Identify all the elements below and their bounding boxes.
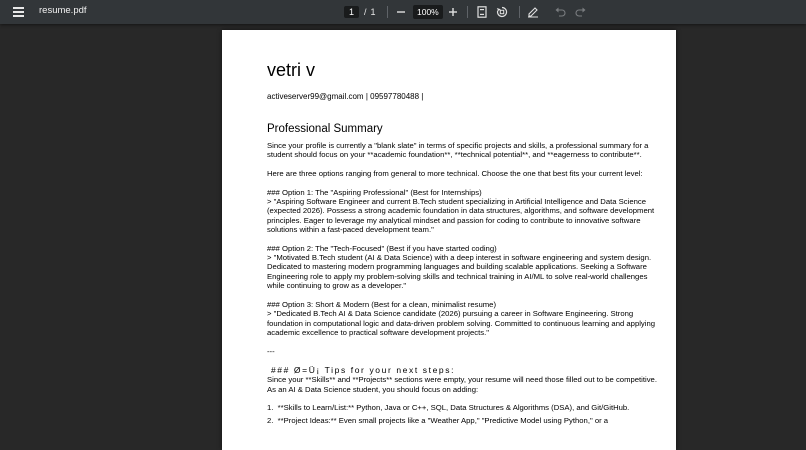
paragraph: ### Option 2: The "Tech-Focused" (Best if you have started coding) > "Motivated B.Tech student (AI & Data Science) with a deep interest in software engineering and system design. Dedicated to mastering modern programming languages and building scalable applications. Seeking a Software Engineering role to apply my problem-solving skills and technical training in AI/ML to solve real-world challenges while continuing to grow as a developer." <box>267 243 652 291</box>
contact-info: activeserver99@gmail.com | 09597780488 | <box>267 92 424 101</box>
fit-page-button[interactable] <box>474 4 490 20</box>
toolbar-divider <box>387 6 388 18</box>
page-number-input[interactable]: 1 <box>344 6 359 18</box>
page-indicator <box>344 5 376 19</box>
zoom-in-button[interactable] <box>445 4 461 20</box>
fit-page-icon <box>477 6 487 18</box>
paragraph: Here are three options ranging from general to more technical. Choose the one that best fits your current level: <box>267 169 643 179</box>
toolbar-divider <box>467 6 468 18</box>
annotate-icon <box>527 6 539 18</box>
total-pages: 1 <box>370 7 376 17</box>
file-name: resume.pdf <box>39 5 87 16</box>
tips-intro: Since your **Skills** and **Projects** sections were empty, your resume will need those filled out to be competitive. As an AI & Data Science student, you should focus on adding: <box>267 375 659 394</box>
paragraph: Since your profile is currently a "blank slate" in terms of specific projects and skills, a professional summary for a student should focus on your **academic foundation**, **technical potential**, and **eagerness to contribute**. <box>267 141 651 160</box>
resume-name: vetri v <box>267 60 316 80</box>
redo-button[interactable] <box>572 4 588 20</box>
menu-icon[interactable] <box>13 5 27 19</box>
pdf-page <box>222 30 676 450</box>
horizontal-rule-text: --- <box>267 346 275 356</box>
tips-heading: ### Ø=Ü¡ Tips for your next steps: <box>267 364 456 375</box>
zoom-in-icon <box>448 7 458 17</box>
annotate-button[interactable] <box>525 4 541 20</box>
undo-button[interactable] <box>552 4 568 20</box>
toolbar-divider <box>519 6 520 18</box>
pdf-toolbar <box>0 0 806 24</box>
list-item: 2. **Project Ideas:** Even small projects like a "Weather App," "Predictive Model using Python," or a <box>267 415 609 425</box>
list-item: 1. **Skills to Learn/List:** Python, Java or C++, SQL, Data Structures & Algorithms (DSA), and Git/GitHub. <box>267 403 630 413</box>
zoom-out-icon <box>396 7 406 17</box>
zoom-input[interactable]: 100% <box>413 5 443 19</box>
page-separator: / <box>364 7 367 17</box>
redo-icon <box>575 7 586 17</box>
paragraph: ### Option 1: The "Aspiring Professional" (Best for Internships) > "Aspiring Software Engineer and current B.Tech student specializing in Artificial Intelligence and Data Science (expected 2026). Possess a strong academic foundation in data structures, algorithms, and software development principles. Eager to leverage my analytical mindset and passion for coding to contribute to innovative software solutions within a fast-paced development team." <box>267 187 655 235</box>
paragraph: ### Option 3: Short & Modern (Best for a clean, minimalist resume) > "Dedicated B.Tech AI & Data Science candidate (2026) pursuing a career in Software Engineering. Strong foundation in computational logic and data-driven problem solving. Committed to continuous learning and applying academic excellence to practical software development projects." <box>267 299 656 337</box>
rotate-icon <box>496 6 508 18</box>
rotate-button[interactable] <box>494 4 510 20</box>
section-title: Professional Summary <box>267 123 383 135</box>
undo-icon <box>555 7 566 17</box>
summary-body <box>267 141 663 425</box>
zoom-out-button[interactable] <box>393 4 409 20</box>
